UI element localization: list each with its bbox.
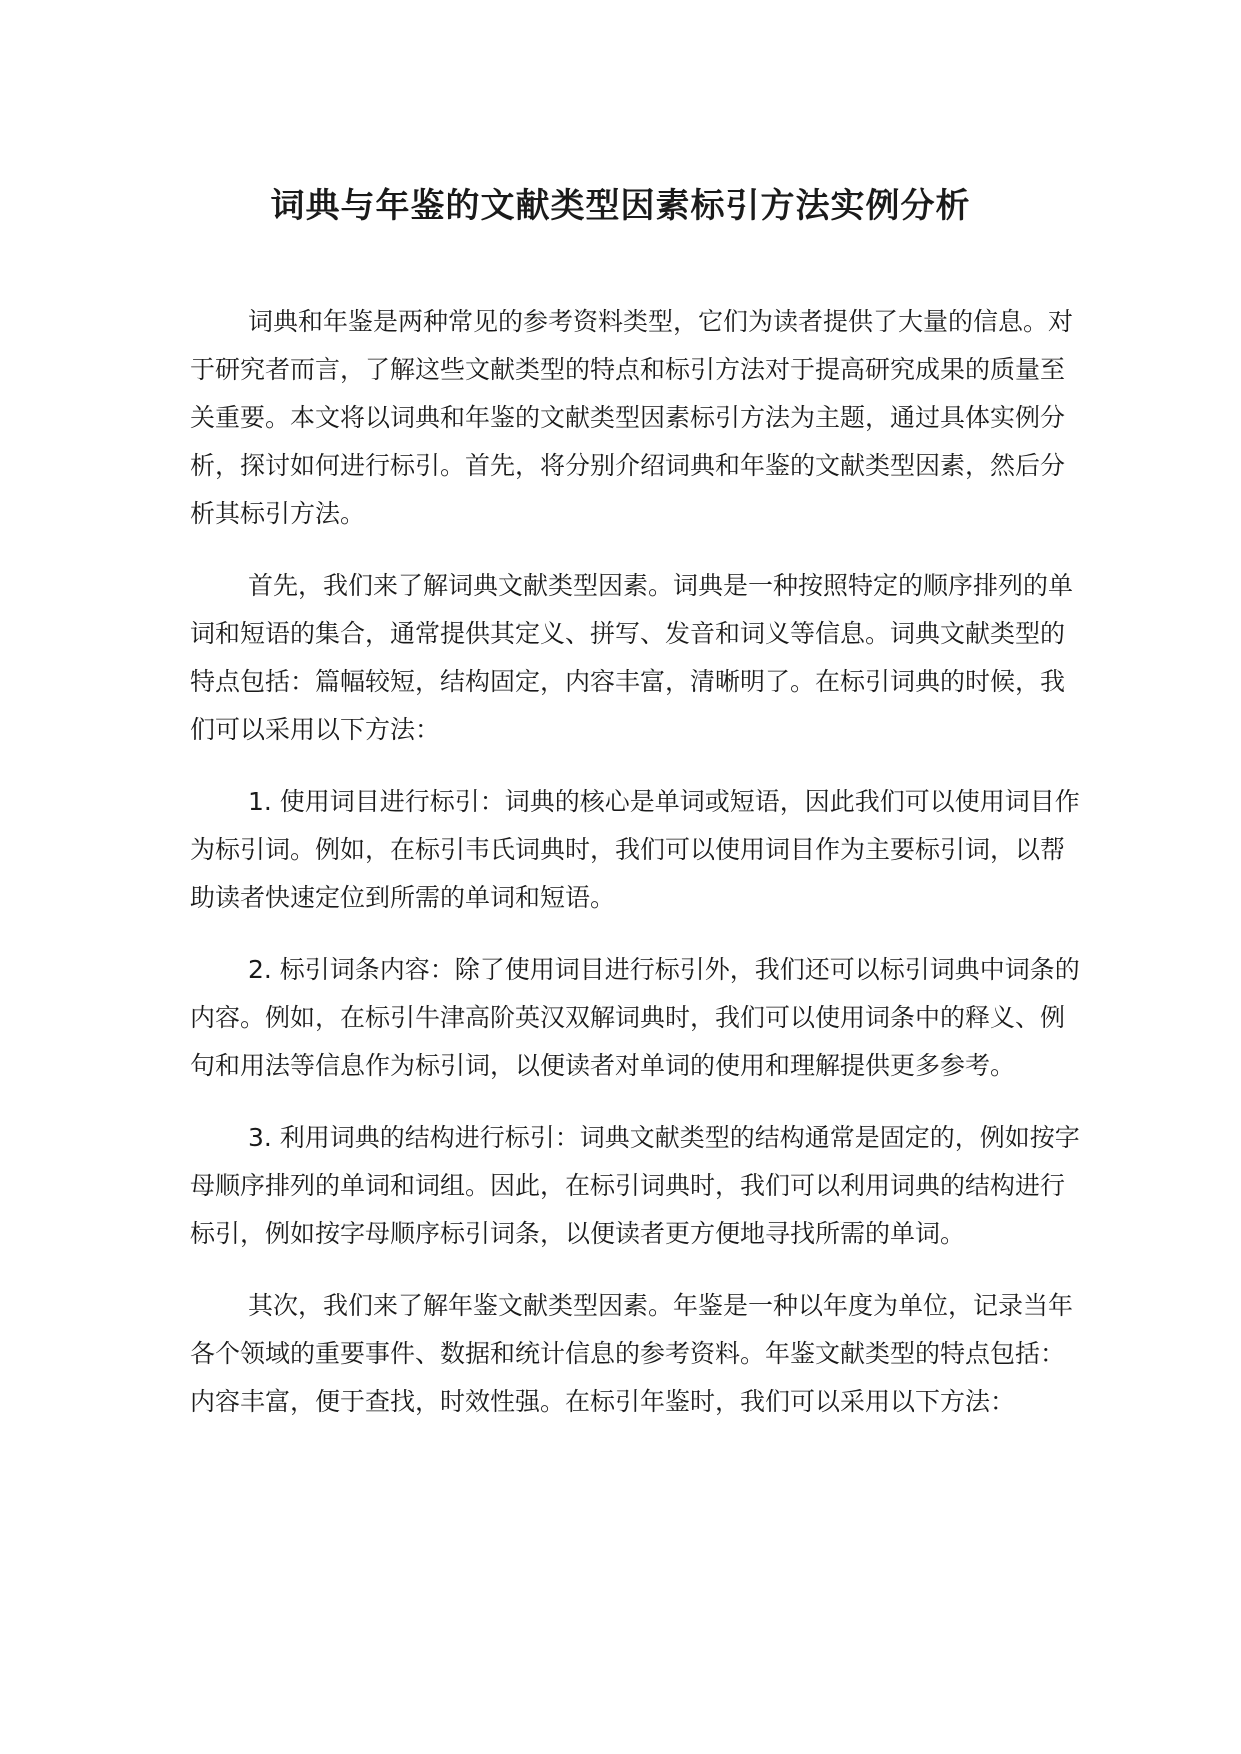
paragraph-yearbook-factors: 其次，我们来了解年鉴文献类型因素。年鉴是一种以年度为单位，记录当年各个领域的重要事件、数据和统计信息的参考资料。年鉴文献类型的特点包括：内容丰富，便于查找，时效性强。在标引年鉴时，我们可以采用以下方法： — [190, 1291, 1074, 1416]
document-body — [190, 298, 1080, 1450]
paragraph-method-2: 2. 标引词条内容：除了使用词目进行标引外，我们还可以标引词典中词条的内容。例如，在标引牛津高阶英汉双解词典时，我们可以使用词条中的释义、例句和用法等信息作为标引词，以便读者对单词的使用和理解提供更多参考。 — [190, 955, 1080, 1080]
paragraph-dictionary-factors: 首先，我们来了解词典文献类型因素。词典是一种按照特定的顺序排列的单词和短语的集合，通常提供其定义、拼写、发音和词义等信息。词典文献类型的特点包括：篇幅较短，结构固定，内容丰富，清晰明了。在标引词典的时候，我们可以采用以下方法： — [190, 571, 1074, 744]
paragraph-method-3: 3. 利用词典的结构进行标引：词典文献类型的结构通常是固定的，例如按字母顺序排列的单词和词组。因此，在标引词典时，我们可以利用词典的结构进行标引，例如按字母顺序标引词条，以便读者更方便地寻找所需的单词。 — [190, 1123, 1080, 1248]
document-title: 词典与年鉴的文献类型因素标引方法实例分析 — [270, 186, 971, 226]
paragraph-intro: 词典和年鉴是两种常见的参考资料类型，它们为读者提供了大量的信息。对于研究者而言，了解这些文献类型的特点和标引方法对于提高研究成果的质量至关重要。本文将以词典和年鉴的文献类型因素标引方法为主题，通过具体实例分析，探讨如何进行标引。首先，将分别介绍词典和年鉴的文献类型因素，然后分析其标引方法。 — [190, 307, 1074, 528]
paragraph-method-1: 1. 使用词目进行标引：词典的核心是单词或短语，因此我们可以使用词目作为标引词。例如，在标引韦氏词典时，我们可以使用词目作为主要标引词，以帮助读者快速定位到所需的单词和短语。 — [190, 787, 1080, 912]
